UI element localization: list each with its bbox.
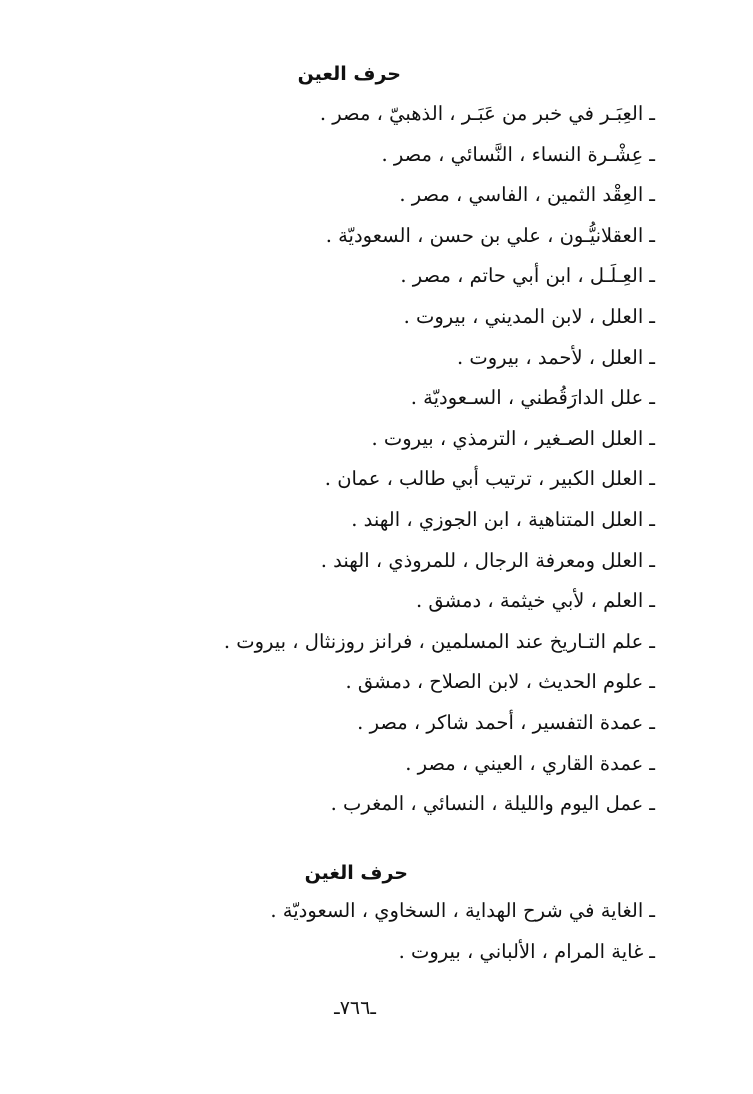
- list-item: [95, 221, 655, 262]
- entry-dash: ـ: [649, 899, 655, 922]
- entry-dash: ـ: [649, 426, 655, 450]
- entry-dash: ـ: [649, 386, 655, 410]
- entry-dash: ـ: [649, 102, 655, 125]
- entry-dash: ـ: [649, 670, 655, 694]
- list-item: [95, 708, 655, 749]
- section-heading-ain: حرف العين: [297, 63, 401, 85]
- entry-text: العلل الكبير ، ترتيب أبي طالب ، عمان .: [324, 467, 644, 491]
- entry-dash: ـ: [649, 223, 655, 247]
- entry-text: العقلانيُّـون ، علي بن حسن ، السعوديّة .: [325, 223, 644, 247]
- entry-dash: ـ: [649, 548, 655, 572]
- entry-dash: ـ: [649, 142, 655, 166]
- list-item: [95, 667, 655, 708]
- list-item: [95, 261, 655, 302]
- list-item: [95, 749, 655, 790]
- entry-dash: ـ: [649, 939, 655, 963]
- entry-dash: ـ: [649, 304, 655, 328]
- list-item: [95, 586, 655, 627]
- entry-text: عِشْـرة النساء ، النَّسائي ، مصر .: [381, 142, 644, 166]
- entry-text: العلل الصـغير ، الترمذي ، بيروت .: [371, 426, 644, 450]
- entry-text: العلل ، لابن المديني ، بيروت .: [403, 304, 644, 328]
- entry-dash: ـ: [649, 792, 655, 816]
- entry-dash: ـ: [649, 345, 655, 369]
- list-item: [95, 546, 655, 587]
- entry-text: علم التـاريخ عند المسلمين ، فرانز روزنثال ، بيروت .: [223, 629, 644, 653]
- list-item: [95, 180, 655, 221]
- list-item: [95, 627, 655, 668]
- entry-dash: ـ: [649, 507, 655, 531]
- entry-text: العِـلَـل ، ابن أبي حاتم ، مصر .: [400, 264, 644, 288]
- entry-text: العِقْد الثمين ، الفاسي ، مصر .: [399, 183, 644, 207]
- list-item: [95, 937, 655, 978]
- entry-text: علل الدارَقُطني ، السـعوديّة .: [410, 386, 644, 410]
- list-item: [95, 140, 655, 181]
- list-item: [95, 424, 655, 465]
- entry-text: عمدة التفسير ، أحمد شاكر ، مصر .: [357, 710, 644, 734]
- entry-text: العلل المتناهية ، ابن الجوزي ، الهند .: [351, 507, 644, 531]
- entry-dash: ـ: [649, 710, 655, 734]
- entry-text: العلل ومعرفة الرجال ، للمروذي ، الهند .: [320, 548, 644, 572]
- entry-text: العلل ، لأحمد ، بيروت .: [456, 345, 644, 369]
- list-item: [95, 343, 655, 384]
- list-item: [95, 99, 655, 140]
- section-heading-ghain: حرف الغين: [304, 862, 408, 884]
- entry-text: العلم ، لأبي خيثمة ، دمشق .: [415, 589, 644, 613]
- entry-text: غاية المرام ، الألباني ، بيروت .: [398, 939, 644, 963]
- entry-dash: ـ: [649, 751, 655, 775]
- list-item: [95, 302, 655, 343]
- entry-list-ghain: [95, 896, 655, 977]
- entry-text: عمدة القاري ، العيني ، مصر .: [405, 751, 644, 775]
- entry-dash: ـ: [649, 629, 655, 653]
- entry-dash: ـ: [649, 467, 655, 491]
- list-item: [95, 383, 655, 424]
- page-number: ـ٧٦٦ـ: [334, 997, 376, 1019]
- entry-text: العِبَـر في خبر من عَبَـر ، الذهبيّ ، مصر .: [319, 102, 644, 125]
- entry-dash: ـ: [649, 264, 655, 288]
- list-item: [95, 505, 655, 546]
- list-item: [95, 464, 655, 505]
- entry-dash: ـ: [649, 183, 655, 207]
- entry-dash: ـ: [649, 589, 655, 613]
- entry-text: علوم الحديث ، لابن الصلاح ، دمشق .: [345, 670, 644, 694]
- entry-list-ain: [95, 99, 655, 830]
- entry-text: الغاية في شرح الهداية ، السخاوي ، السعوديّة .: [270, 899, 644, 922]
- entry-text: عمل اليوم والليلة ، النسائي ، المغرب .: [330, 792, 644, 816]
- list-item: [95, 789, 655, 830]
- list-item: [95, 896, 655, 937]
